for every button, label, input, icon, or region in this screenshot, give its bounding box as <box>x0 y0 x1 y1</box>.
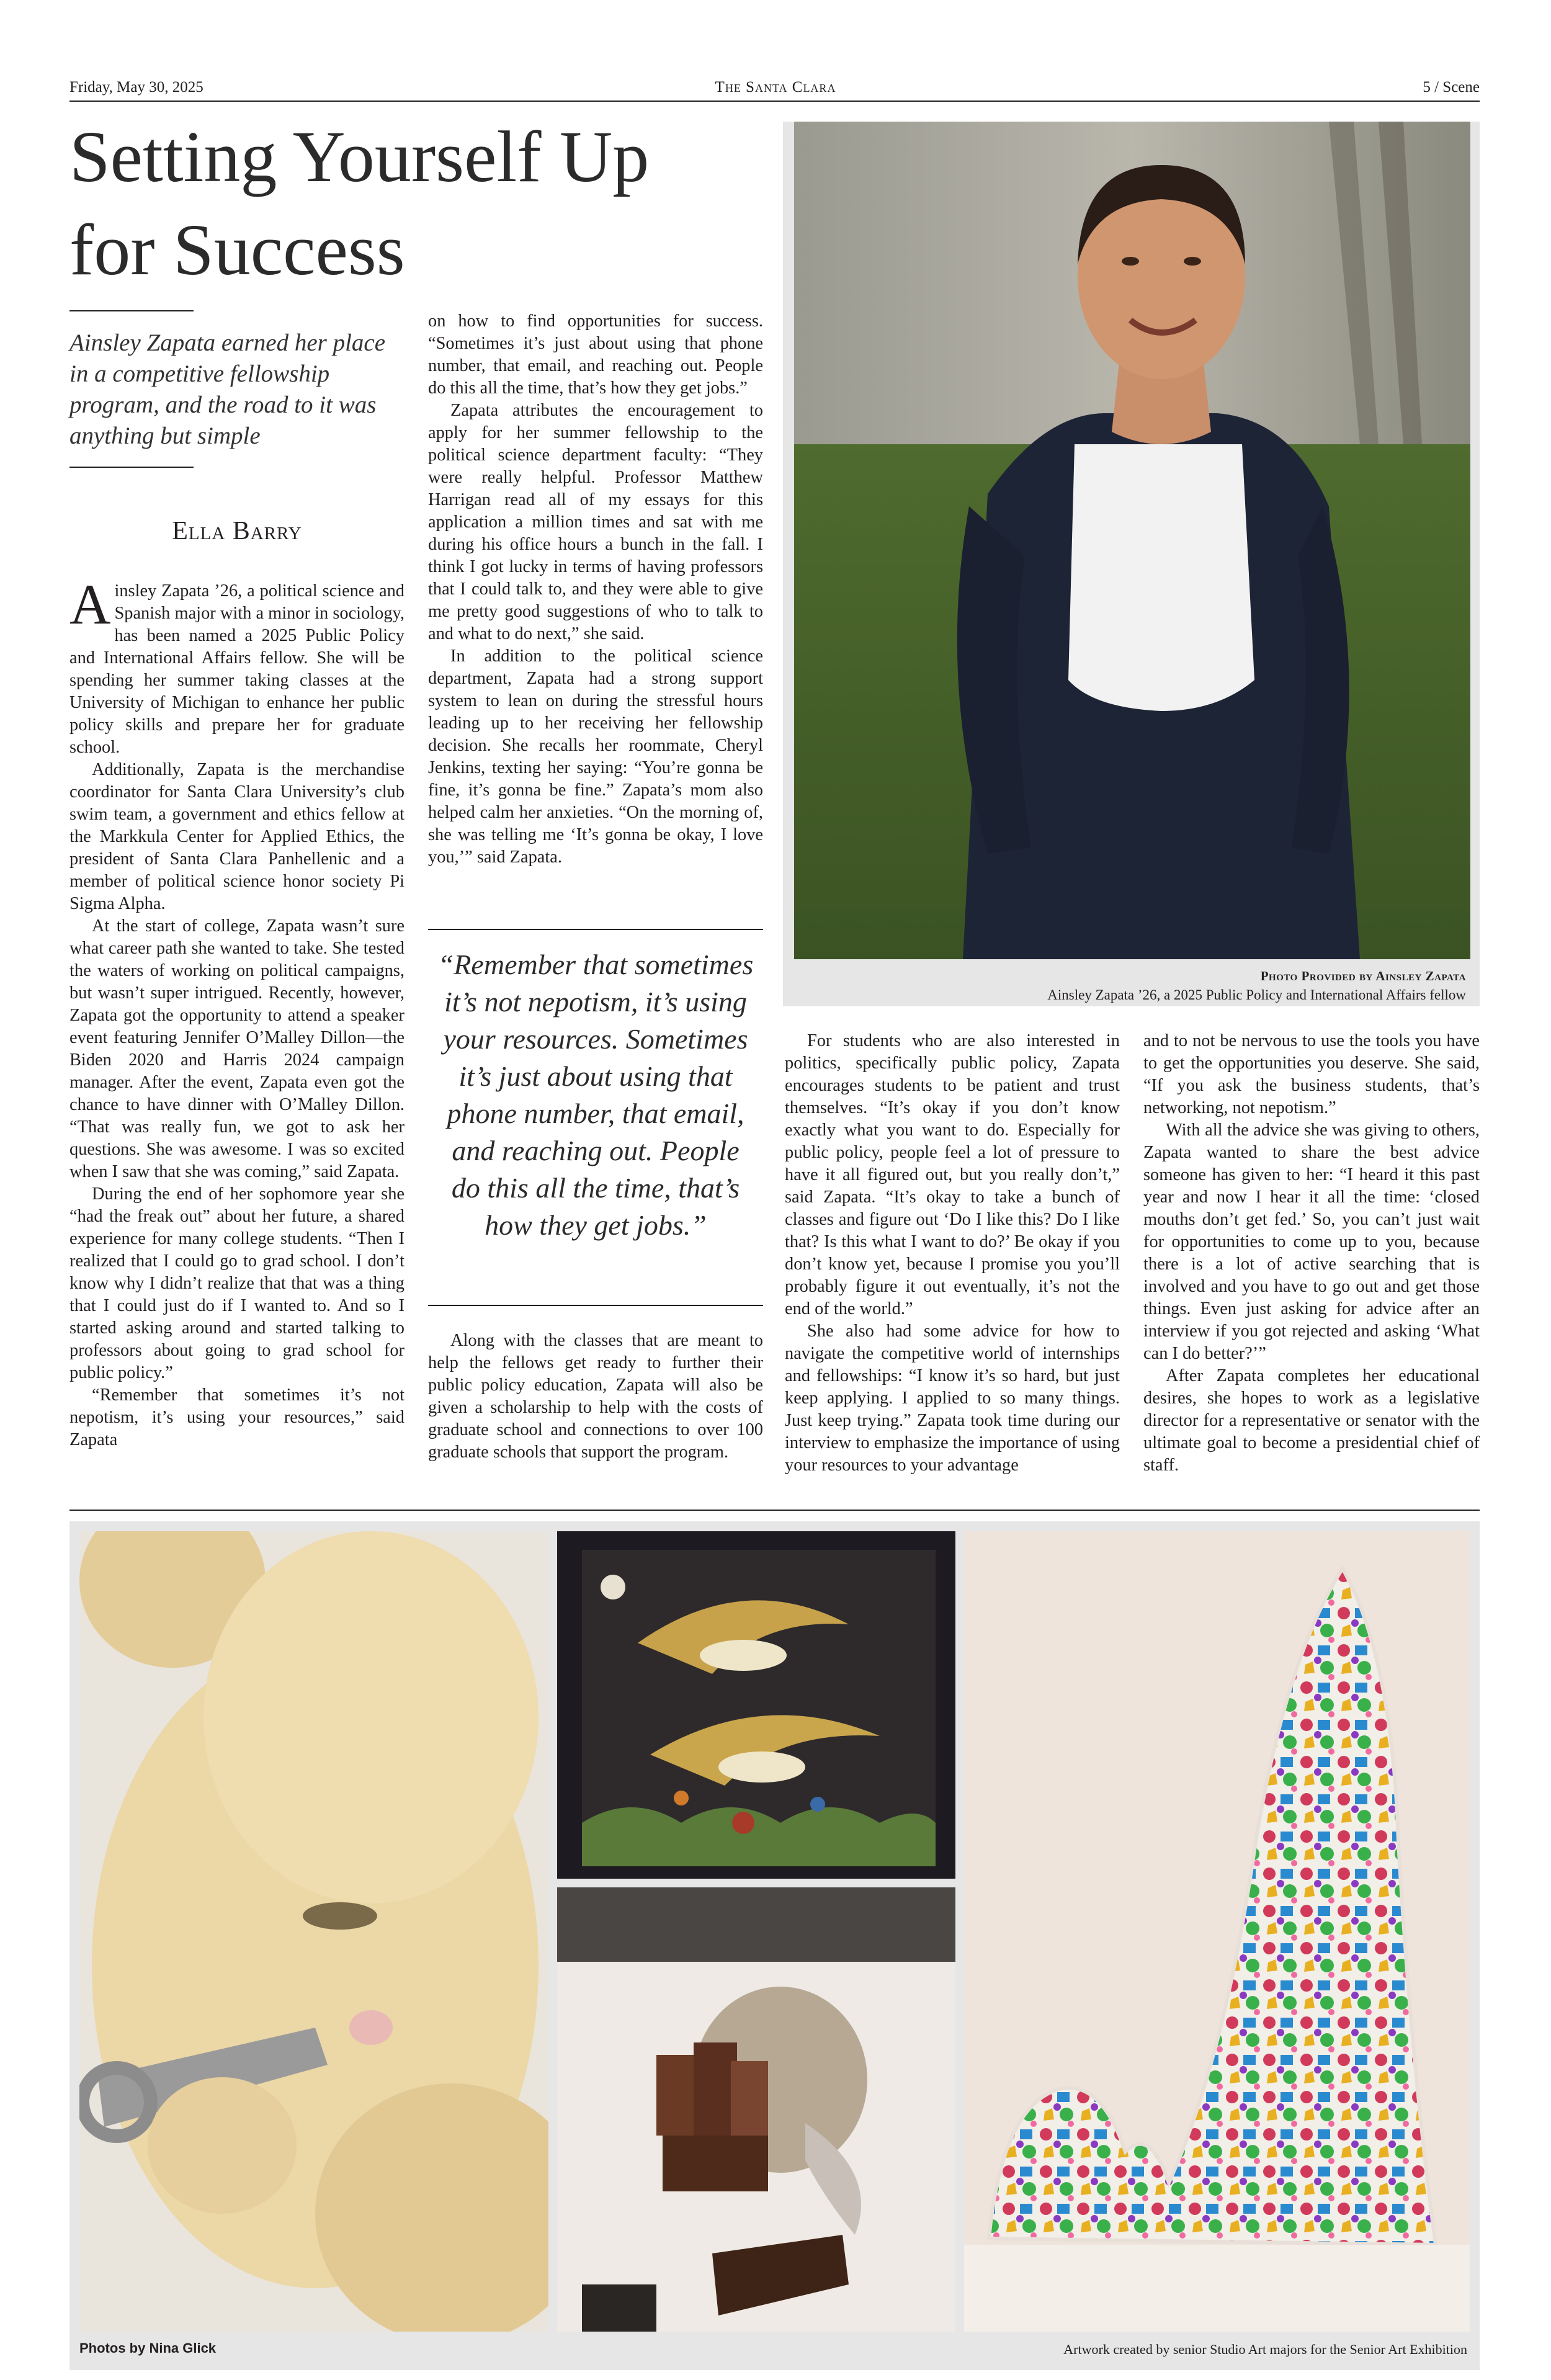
paper-name: The Santa Clara <box>715 79 836 96</box>
portrait-credit: Photo Provided by Ainsley Zapata <box>1260 969 1466 983</box>
gallery-top-rule <box>69 1510 1480 1511</box>
paragraph: Additionally, Zapata is the merchandise coordinator for Santa Clara University’s club swim team, a government and ethics fellow at the Markkula Center for Applied Ethics, the president of Santa Clara Panhellenic and a member of political science honor society Pi Sigma Alpha. <box>69 760 405 913</box>
deck-top-rule <box>69 310 194 311</box>
deck: Ainsley Zapata earned her place in a competitive fellowship program, and the road to it was anything but simple <box>69 329 386 449</box>
deck-bottom-rule <box>69 467 194 468</box>
pullquote-bottom-rule <box>428 1305 763 1306</box>
paragraph: insley Zapata ’26, a political science and Spanish major with a minor in sociology, has been named a 2025 Public Policy and International Affairs fellow. She will be spending her summer taking classes at the University of Michigan to enhance her public policy skills and prepare her for graduate school. <box>69 581 405 757</box>
paragraph: During the end of her sophomore year she “had the freak out” about her future, a shared experience for many college students. “Then I realized that I could go to grad school. I don’t know why I didn’t realize that that was a thing that I could just do if I wanted to. And so I started asking around and started talking to professors about going to grad school for public policy.” <box>69 1184 405 1382</box>
portrait-caption: Ainsley Zapata ’26, a 2025 Public Policy and International Affairs fellow <box>1047 987 1466 1003</box>
gallery-photo-embroidery <box>557 1531 955 1879</box>
gallery-photo-trumpet-figure <box>79 1531 548 2332</box>
article-column-2 <box>428 310 763 931</box>
byline: Ella Barry <box>172 517 302 545</box>
article-column-2-bottom <box>428 1330 763 1503</box>
portrait-photo-frame <box>783 122 1480 1006</box>
header-rule <box>69 101 1480 102</box>
paragraph: At the start of college, Zapata wasn’t sure what career path she wanted to take. She tested the waters of working on political campaigns, but wasn’t super intrigued. Recently, however, Zapata got the opportunity to attend a speaker event featuring Jennifer O’Malley Dillon—the Biden 2020 and Harris 2024 campaign manager. After the event, Zapata even got the chance to have dinner with O’Malley Dillon. “That was really fun, we got to ask her questions. She was awesome. I was so excited when I saw that she was coming,” said Zapata. <box>69 916 405 1181</box>
gallery-caption: Artwork created by senior Studio Art majors for the Senior Art Exhibition <box>1063 2342 1467 2357</box>
headline <box>69 110 764 297</box>
paragraph: and to not be nervous to use the tools you have to get the opportunities you deserve. She said, “If you ask the business students, that’s networking, not nepotism.” <box>1143 1031 1480 1117</box>
paragraph: For students who are also interested in politics, specifically public policy, Zapata encourages students to be patient and trust themselves. “It’s okay if you don’t know exactly what you want to do. Especially for public policy, people feel a lot of pressure to have it all figured out, but you really don’t,” said Zapata. “It’s okay to take a bunch of classes and figure out ‘Do I like this? Do I like that? Is this what I want to do?’ Be okay if you don’t know yet, because I promise you you’ll probably figure it out eventually, it’s not the end of the world.” <box>785 1031 1120 1318</box>
paragraph: In addition to the political science department, Zapata had a strong support system to lean on during the stressful hours leading up to her receiving her fellowship decision. She recalls her roommate, Cheryl Jenkins, texting her saying: “You’re gonna be fine, it’s gonna be fine.” Zapata’s mom also helped calm her anxieties. “On the morning of, she was telling me ‘It’s gonna be okay, I love you,’” said Zapata. <box>428 646 763 867</box>
paragraph: on how to find opportunities for success. “Sometimes it’s just about using that phone number, that email, and reaching out. People do this all the time, that’s how they get jobs.” <box>428 311 763 398</box>
pull-quote: “Remember that sometimes it’s not nepotism, it’s using your resources. Sometimes it’s just about using that phone number, that email, and reaching out. People do this all the time, that’s how they get jobs.” <box>437 949 754 1241</box>
article-column-1 <box>69 580 405 1498</box>
headline-line-1: Setting Yourself Up <box>69 116 650 197</box>
paragraph: “Remember that sometimes it’s not nepotism, it’s using your resources,” said Zapata <box>69 1385 405 1449</box>
paragraph: With all the advice she was giving to others, Zapata wanted to share the best advice someone has given to her: “I heard it this past year and now I hear it all the time: ‘closed mouths don’t get fed.’ So, you can’t just wait for opportunities to come up to you, because there is a lot of active searching that is involved and you have to go out and get those things. Even just asking for advice after an interview if you got rejected and asking ‘What can I do better?’” <box>1143 1121 1480 1363</box>
dropcap: A <box>69 580 111 636</box>
issue-date: Friday, May 30, 2025 <box>69 79 203 96</box>
paragraph: Zapata attributes the encouragement to apply for her summer fellowship to the political science department faculty: “They were really helpful. Professor Matthew Harrigan read all of my essays for this application a million times and sat with me during his office hours a bunch in the fall. I think I got lucky in terms of having professors that I could talk to, and they were able to give me pretty good suggestions of who to talk to and what to do next,” she said. <box>428 401 763 643</box>
paragraph: After Zapata completes her educational desires, she hopes to work as a legislative director for a representative or senator with the ultimate goal to become a presidential chief of staff. <box>1143 1366 1480 1475</box>
portrait-photo <box>783 122 1480 959</box>
page-section: 5 / Scene <box>1423 79 1480 96</box>
article-column-4 <box>1143 1030 1480 1501</box>
gallery-photo-gem-mosaic <box>964 1531 1470 2332</box>
paragraph: Along with the classes that are meant to help the fellows get ready to further their public policy education, Zapata will also be given a scholarship to help with the costs of graduate school and connections to over 100 graduate schools that support the program. <box>428 1331 763 1462</box>
paragraph: She also had some advice for how to navigate the competitive world of internships and fellowships: “I know it’s so hard, but just keep applying. I applied to so many things. Just keep trying.” Zapata took time during our interview to emphasize the importance of using your resources to your advantage <box>785 1322 1120 1475</box>
gallery-frame <box>69 1521 1480 2370</box>
gallery-credit: Photos by Nina Glick <box>79 2340 217 2356</box>
gallery-photo-wood-sculpture <box>557 1887 955 2332</box>
pullquote-top-rule <box>428 929 763 930</box>
headline-line-2: for Success <box>69 209 405 290</box>
article-column-3 <box>785 1030 1120 1501</box>
